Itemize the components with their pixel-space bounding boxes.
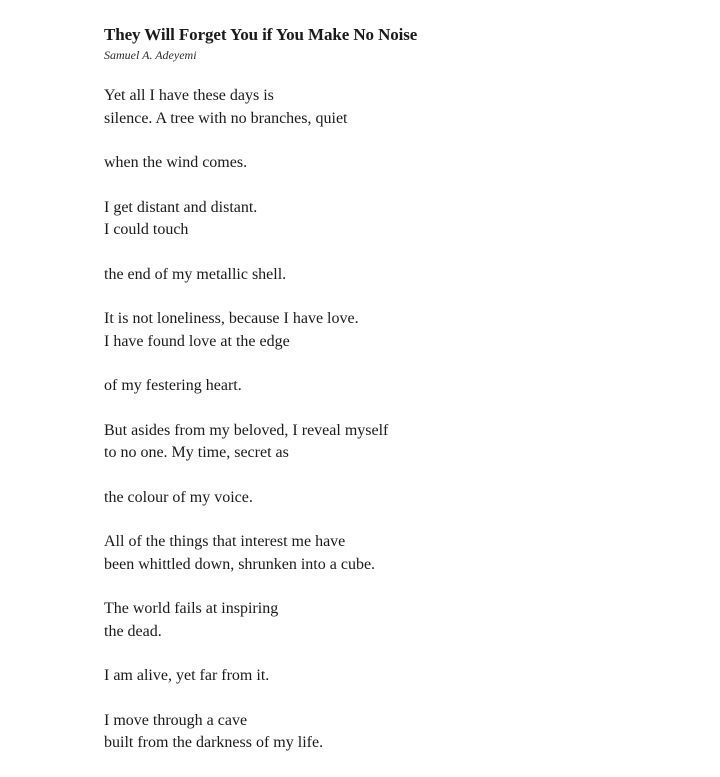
- poem-stanza: [104, 710, 700, 755]
- poem-line: Yet all I have these days is: [104, 87, 274, 104]
- poem-stanza: [104, 308, 700, 353]
- poem-stanza: [104, 375, 700, 398]
- poem-line: I have found love at the edge: [104, 332, 290, 350]
- poem-stanza: [104, 487, 700, 510]
- poem-stanza: [104, 420, 700, 465]
- poem-line: I am alive, yet far from it.: [104, 667, 270, 684]
- poem-line: of my festering heart.: [104, 377, 242, 394]
- poem-line: I move through a cave: [104, 711, 248, 729]
- poem-line: been whittled down, shrunken into a cube.: [104, 555, 376, 573]
- poem-line: silence. A tree with no branches, quiet: [104, 109, 348, 127]
- poem-stanza: [104, 598, 700, 643]
- poem-line: the colour of my voice.: [104, 488, 253, 506]
- poem-stanza: [104, 665, 700, 688]
- poem-line: I could touch: [104, 221, 189, 238]
- poem-line: It is not loneliness, because I have love.: [104, 310, 359, 327]
- poem-stanza: [104, 85, 700, 130]
- poem-line: to no one. My time, secret as: [104, 444, 289, 461]
- poem-line: All of the things that interest me have: [104, 533, 346, 550]
- poem-line: the dead.: [104, 622, 162, 640]
- poem-stanza: [104, 264, 700, 287]
- poem-author: Samuel A. Adeyemi: [104, 48, 197, 62]
- poem-line: when the wind comes.: [104, 154, 248, 171]
- poem-line: The world fails at inspiring: [104, 600, 279, 617]
- poem-page: [104, 24, 700, 777]
- poem-stanza: [104, 531, 700, 576]
- poem-body: [104, 85, 700, 755]
- poem-stanza: [104, 152, 700, 175]
- poem-line: But asides from my beloved, I reveal myself: [104, 421, 389, 439]
- poem-line: built from the darkness of my life.: [104, 734, 324, 751]
- poem-title: They Will Forget You if You Make No Noise: [104, 25, 418, 44]
- poem-line: I get distant and distant.: [104, 198, 258, 216]
- poem-stanza: [104, 197, 700, 242]
- poem-line: the end of my metallic shell.: [104, 265, 287, 283]
